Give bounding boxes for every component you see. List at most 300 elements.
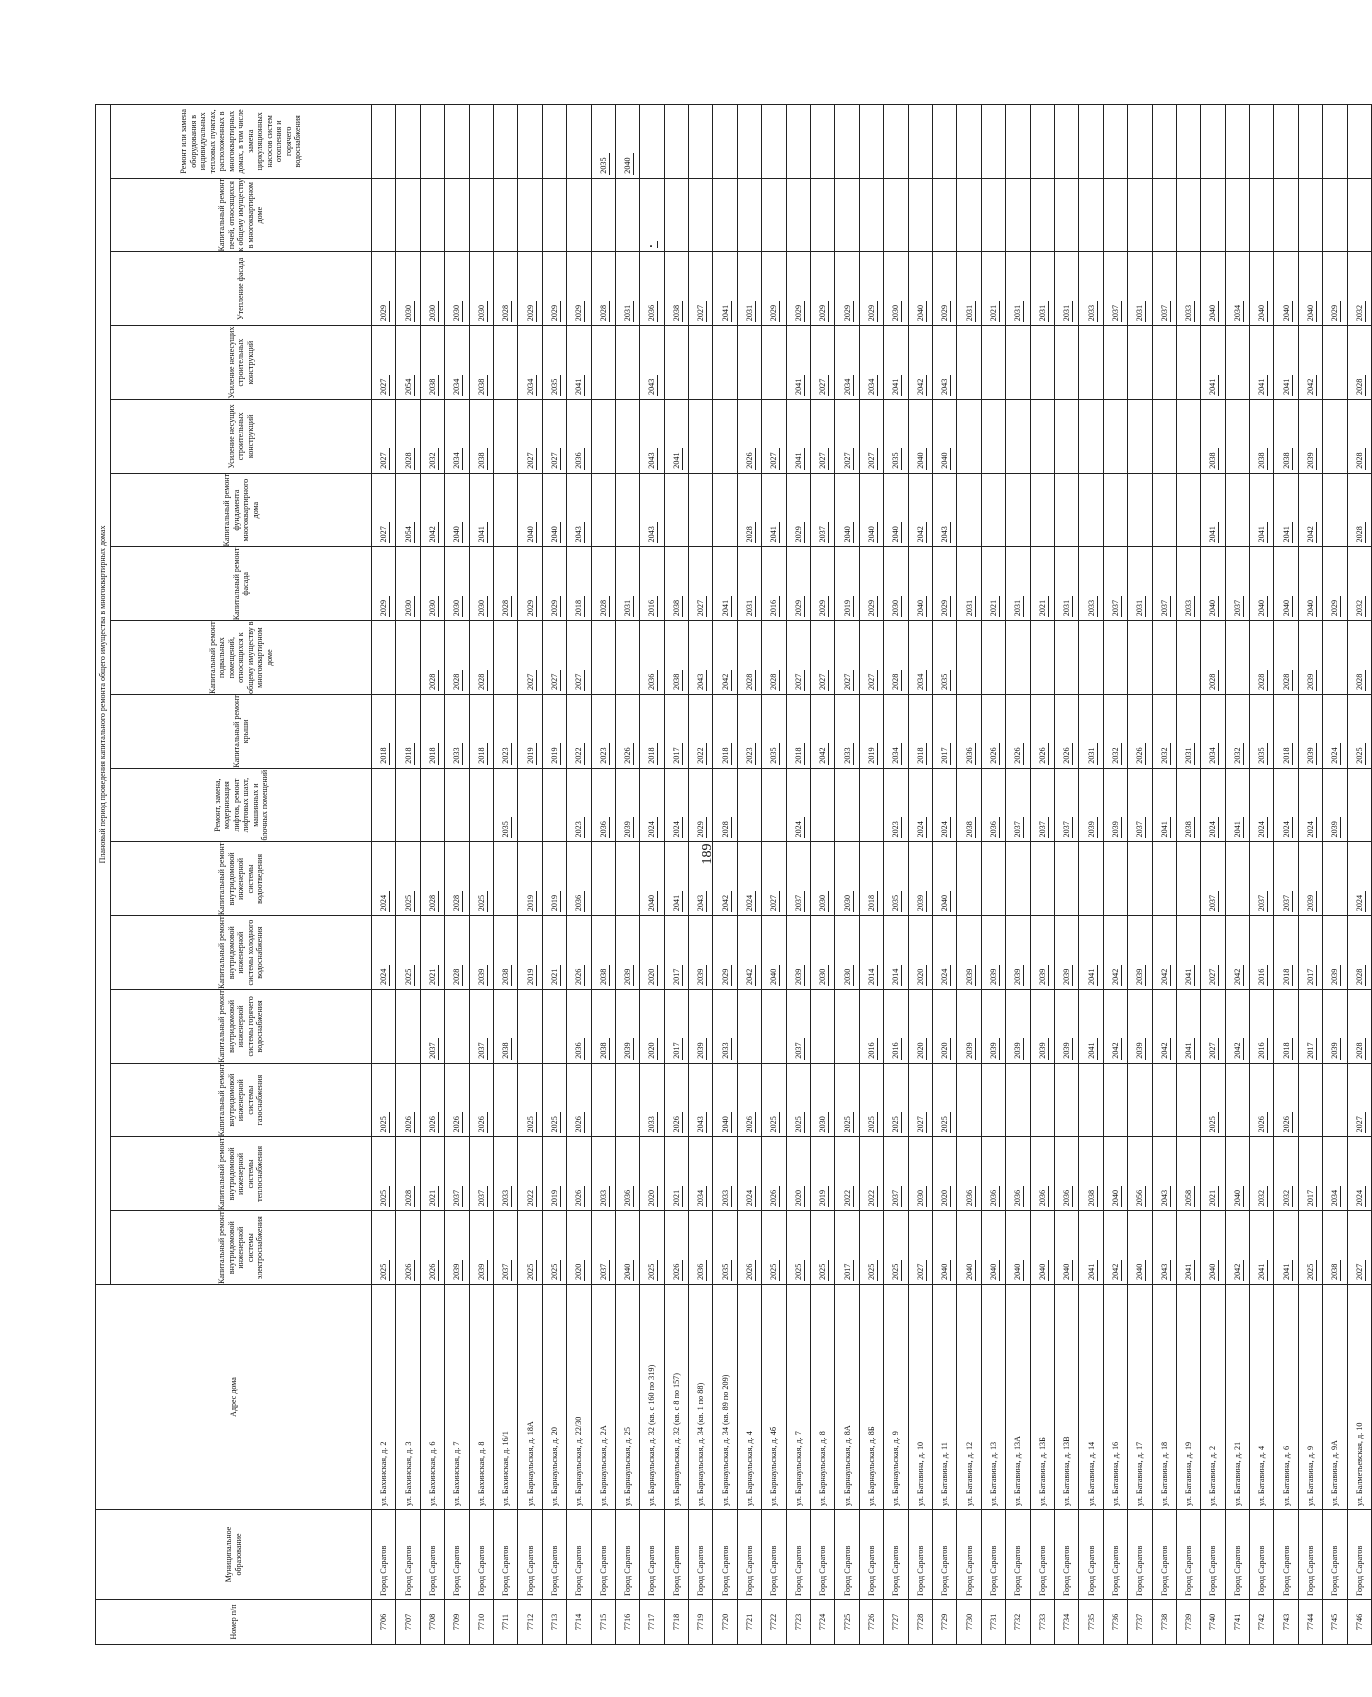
year-cell (542, 621, 566, 695)
year-value: 2036 (988, 1186, 1000, 1207)
table-row (786, 104, 810, 1644)
year-cell (1323, 621, 1347, 695)
row-address: ул. Батавина, д. 13 (981, 1285, 1005, 1510)
year-cell (786, 104, 810, 178)
row-address: ул. Барнаульская, д. 8 (811, 1285, 835, 1510)
year-value: 2025 (939, 1112, 951, 1133)
year-value: 2041 (793, 375, 805, 396)
year-cell (908, 547, 932, 621)
row-municipality: Город Саратов (908, 1510, 932, 1600)
year-value: 2034 (451, 375, 463, 396)
year-value: 2028 (500, 596, 512, 617)
year-cell (1176, 621, 1200, 695)
year-cell (640, 252, 664, 326)
year-value: 2033 (720, 1186, 732, 1207)
year-cell (1274, 326, 1298, 400)
year-cell (689, 842, 713, 916)
year-value: 2025 (646, 1260, 658, 1281)
year-cell (372, 104, 396, 178)
year-value: 2022 (525, 1186, 537, 1207)
row-municipality: Город Саратов (835, 1510, 859, 1600)
row-address: ул. Барнаульская, д. 20 (542, 1285, 566, 1510)
year-cell (1298, 326, 1322, 400)
year-cell (420, 252, 444, 326)
year-cell (640, 768, 664, 842)
year-cell (689, 104, 713, 178)
year-cell (396, 768, 420, 842)
year-cell (1347, 473, 1371, 547)
year-cell (542, 473, 566, 547)
row-number: 7719 (689, 1600, 713, 1645)
row-address: ул. Батавина, д. 6 (1274, 1285, 1298, 1510)
year-value: 2023 (573, 817, 585, 838)
year-cell (1323, 252, 1347, 326)
year-cell (567, 473, 591, 547)
row-municipality: Город Саратов (591, 1510, 615, 1600)
year-value: 2027 (378, 522, 390, 543)
year-cell (835, 990, 859, 1064)
year-cell (518, 842, 542, 916)
row-number: 7721 (737, 1600, 761, 1645)
year-value: 2040 (915, 448, 927, 469)
year-value: 2030 (817, 891, 829, 912)
year-cell (664, 695, 688, 769)
year-cell (567, 547, 591, 621)
year-cell (1152, 252, 1176, 326)
year-value: 2034 (866, 375, 878, 396)
year-value: 2028 (1354, 1038, 1366, 1059)
year-value: 2039 (1012, 1038, 1024, 1059)
year-value: 2038 (476, 375, 488, 396)
year-value: 2042 (1232, 1038, 1244, 1059)
year-value: 2026 (403, 1112, 415, 1133)
header-group-title: Плановый период проведения капитального ремонта общего имущества в многоквартирных домах (96, 104, 111, 1284)
year-cell (1201, 326, 1225, 400)
year-cell (518, 1063, 542, 1137)
year-cell (1006, 1063, 1030, 1137)
year-value: 2042 (1110, 1038, 1122, 1059)
year-value: 2036 (1037, 1186, 1049, 1207)
year-cell (859, 916, 883, 990)
year-value: 2017 (671, 743, 683, 764)
year-cell (1274, 547, 1298, 621)
year-value: 2027 (1207, 965, 1219, 986)
year-cell (1323, 1211, 1347, 1285)
year-value: 2018 (720, 743, 732, 764)
year-cell (1274, 695, 1298, 769)
year-value: 2017 (671, 1038, 683, 1059)
year-value: 2037 (451, 1186, 463, 1207)
year-cell (518, 621, 542, 695)
year-value: 2028 (451, 670, 463, 691)
year-cell (1201, 990, 1225, 1064)
year-cell (420, 842, 444, 916)
row-number: 7740 (1201, 1600, 1225, 1645)
year-value: 2058 (1183, 1186, 1195, 1207)
year-value: 2025 (476, 891, 488, 912)
year-cell (1128, 104, 1152, 178)
year-value: 2019 (866, 743, 878, 764)
year-value: 2027 (915, 1260, 927, 1281)
year-cell (884, 547, 908, 621)
year-cell (420, 695, 444, 769)
year-value: 2036 (695, 1260, 707, 1281)
year-value: 2026 (768, 1186, 780, 1207)
year-cell (1298, 695, 1322, 769)
year-cell (884, 104, 908, 178)
row-number: 7707 (396, 1600, 420, 1645)
year-value: 2030 (890, 596, 902, 617)
year-value: 2025 (549, 1260, 561, 1281)
year-cell (664, 1211, 688, 1285)
year-value: 2041 (1086, 1038, 1098, 1059)
year-value: 2029 (817, 301, 829, 322)
year-cell (1201, 104, 1225, 178)
row-number: 7710 (469, 1600, 493, 1645)
year-cell (542, 990, 566, 1064)
table-row (493, 104, 517, 1644)
year-value: 2039 (1305, 891, 1317, 912)
year-cell (884, 768, 908, 842)
year-value: 2018 (1281, 965, 1293, 986)
year-cell (932, 178, 956, 252)
year-value: 2043 (1159, 1186, 1171, 1207)
year-cell (1006, 104, 1030, 178)
year-value: 2039 (1086, 817, 1098, 838)
year-cell (835, 104, 859, 178)
row-municipality: Город Саратов (664, 1510, 688, 1600)
year-value: 2032 (1281, 1186, 1293, 1207)
year-cell (884, 621, 908, 695)
row-address: ул. Батавина, д. 16 (1103, 1285, 1127, 1510)
year-cell (591, 621, 615, 695)
year-cell (469, 768, 493, 842)
year-value: 2029 (939, 596, 951, 617)
year-cell (1006, 1211, 1030, 1285)
year-value: 2037 (500, 1260, 512, 1281)
year-value: 2027 (695, 596, 707, 617)
year-value: 2029 (793, 301, 805, 322)
year-value: 2041 (793, 448, 805, 469)
year-cell (1274, 473, 1298, 547)
year-value: 2029 (866, 301, 878, 322)
year-value: 2056 (1134, 1186, 1146, 1207)
year-cell (981, 252, 1005, 326)
year-cell (957, 400, 981, 474)
year-value: 2026 (573, 1112, 585, 1133)
year-cell (1176, 916, 1200, 990)
row-municipality: Город Саратов (884, 1510, 908, 1600)
year-cell (737, 916, 761, 990)
year-value: 2019 (525, 743, 537, 764)
year-cell (1225, 1063, 1249, 1137)
year-value: 2040 (915, 301, 927, 322)
year-cell (689, 400, 713, 474)
year-value: 2017 (939, 743, 951, 764)
year-cell (859, 1211, 883, 1285)
year-value: 2027 (549, 448, 561, 469)
year-cell (1250, 547, 1274, 621)
year-cell (1250, 621, 1274, 695)
year-cell (762, 916, 786, 990)
year-cell (1152, 621, 1176, 695)
year-cell (689, 621, 713, 695)
year-value: 2027 (378, 448, 390, 469)
table-body (372, 104, 1372, 1644)
year-value: 2019 (525, 965, 537, 986)
year-cell (908, 990, 932, 1064)
year-value: 2035 (549, 375, 561, 396)
row-address: ул. Батавина, д. 4 (1250, 1285, 1274, 1510)
year-cell (372, 400, 396, 474)
year-value: 2030 (842, 965, 854, 986)
year-cell (737, 326, 761, 400)
header-work-5: Капитальный ремонт внутридомовой инженерной системы холодного водоснабжения (111, 916, 372, 990)
row-municipality: Город Саратов (469, 1510, 493, 1600)
year-value: 2041 (1207, 375, 1219, 396)
year-value: 2041 (720, 596, 732, 617)
year-cell (1006, 695, 1030, 769)
year-cell (1030, 916, 1054, 990)
year-cell (640, 842, 664, 916)
year-value: 2038 (671, 301, 683, 322)
year-value: 2022 (866, 1186, 878, 1207)
year-cell (591, 768, 615, 842)
year-cell (664, 547, 688, 621)
year-value: 2016 (1256, 965, 1268, 986)
year-cell (713, 1211, 737, 1285)
year-value: 2031 (1012, 596, 1024, 617)
year-cell (567, 326, 591, 400)
year-value: 2033 (720, 1038, 732, 1059)
year-cell (1079, 768, 1103, 842)
year-cell (542, 916, 566, 990)
header-work-1: Капитальный ремонт внутридомовой инженерной системы электроснабжения (111, 1211, 372, 1285)
row-address: ул. Барнаульская, д. 7 (786, 1285, 810, 1510)
year-cell (859, 695, 883, 769)
year-cell (689, 547, 713, 621)
year-value: 2037 (793, 891, 805, 912)
row-number: 7744 (1298, 1600, 1322, 1645)
year-cell (859, 768, 883, 842)
year-value: 2041 (768, 522, 780, 543)
year-value: 2018 (476, 743, 488, 764)
year-cell (1323, 695, 1347, 769)
year-value: 2036 (1012, 1186, 1024, 1207)
year-value: 2029 (866, 596, 878, 617)
year-cell (1250, 400, 1274, 474)
year-cell (1103, 547, 1127, 621)
year-value: 2026 (988, 743, 1000, 764)
row-address: ул. Бахинская, д. 7 (445, 1285, 469, 1510)
year-cell (957, 621, 981, 695)
year-value: 2024 (1281, 817, 1293, 838)
year-cell (762, 400, 786, 474)
year-value: 2027 (1354, 1260, 1366, 1281)
year-value: 2039 (1012, 965, 1024, 986)
header-number: Номер п/п (96, 1600, 372, 1645)
year-value: 2034 (1232, 301, 1244, 322)
year-value: 2041 (1086, 1260, 1098, 1281)
row-address: ул. Батавина, д. 9А (1323, 1285, 1347, 1510)
year-cell (932, 473, 956, 547)
year-cell (469, 547, 493, 621)
year-cell (518, 768, 542, 842)
page-number: 189 (700, 843, 715, 865)
year-value: 2025 (793, 1260, 805, 1281)
year-cell (615, 695, 639, 769)
row-address: ул. Барнаульская, д. 25 (615, 1285, 639, 1510)
year-value: 2037 (1207, 891, 1219, 912)
year-cell (835, 1137, 859, 1211)
year-cell (1054, 473, 1078, 547)
year-value: 2028 (476, 670, 488, 691)
year-cell (1128, 842, 1152, 916)
year-cell (493, 621, 517, 695)
year-cell (396, 252, 420, 326)
year-value: 2031 (744, 301, 756, 322)
table-row (1103, 104, 1127, 1644)
year-value: 2028 (1281, 670, 1293, 691)
year-value: 2043 (573, 522, 585, 543)
year-cell (396, 621, 420, 695)
year-value: 2033 (1086, 596, 1098, 617)
year-value: 2039 (1110, 817, 1122, 838)
year-cell (1152, 547, 1176, 621)
year-value: 2038 (671, 596, 683, 617)
year-cell (1152, 990, 1176, 1064)
year-cell (859, 178, 883, 252)
year-cell (372, 768, 396, 842)
year-value: 2018 (573, 596, 585, 617)
row-municipality: Город Саратов (1225, 1510, 1249, 1600)
year-cell (713, 695, 737, 769)
table-row (372, 104, 396, 1644)
year-cell (1152, 1137, 1176, 1211)
year-cell (713, 768, 737, 842)
year-value: 2026 (573, 965, 585, 986)
year-value: 2021 (988, 301, 1000, 322)
year-cell (1250, 990, 1274, 1064)
row-number: 7713 (542, 1600, 566, 1645)
year-cell (932, 547, 956, 621)
year-value: 2041 (671, 448, 683, 469)
year-cell (396, 990, 420, 1064)
year-cell (908, 1211, 932, 1285)
year-cell (664, 178, 688, 252)
year-cell (908, 695, 932, 769)
year-cell (469, 621, 493, 695)
year-cell (981, 547, 1005, 621)
year-value: 2040 (622, 153, 634, 174)
year-cell (786, 1211, 810, 1285)
year-value: 2035 (890, 891, 902, 912)
year-value: 2029 (1329, 596, 1341, 617)
year-cell (1347, 990, 1371, 1064)
year-cell (640, 104, 664, 178)
year-cell (762, 695, 786, 769)
year-cell (1054, 252, 1078, 326)
year-value: 2039 (1037, 1038, 1049, 1059)
year-cell (884, 842, 908, 916)
year-cell (445, 252, 469, 326)
year-cell (640, 916, 664, 990)
year-value: 2021 (549, 965, 561, 986)
year-cell (1054, 178, 1078, 252)
year-cell (786, 473, 810, 547)
year-cell (542, 1063, 566, 1137)
year-cell (835, 252, 859, 326)
year-cell (420, 916, 444, 990)
year-cell (957, 916, 981, 990)
row-municipality: Город Саратов (737, 1510, 761, 1600)
table-header (96, 104, 372, 1644)
year-cell (615, 916, 639, 990)
year-cell (786, 326, 810, 400)
year-cell (713, 1137, 737, 1211)
row-municipality: Город Саратов (542, 1510, 566, 1600)
year-value: 2024 (915, 817, 927, 838)
year-cell (1274, 400, 1298, 474)
year-cell (1054, 695, 1078, 769)
row-address: ул. Барнаульская, д. 9 (884, 1285, 908, 1510)
year-value: 2024 (1354, 1186, 1366, 1207)
year-cell (640, 400, 664, 474)
year-cell (932, 990, 956, 1064)
year-cell (859, 1063, 883, 1137)
year-value: 2021 (671, 1186, 683, 1207)
row-number: 7718 (664, 1600, 688, 1645)
year-cell (1152, 1063, 1176, 1137)
year-cell (713, 916, 737, 990)
year-value: 2041 (1183, 1038, 1195, 1059)
year-value: 2018 (1281, 1038, 1293, 1059)
row-municipality: Город Саратов (372, 1510, 396, 1600)
year-cell (372, 1063, 396, 1137)
year-cell (811, 1211, 835, 1285)
row-address: ул. Бахинская, д. 3 (396, 1285, 420, 1510)
table-row (689, 104, 713, 1644)
year-cell (762, 1063, 786, 1137)
year-value: 2019 (817, 1186, 829, 1207)
year-cell (737, 178, 761, 252)
year-cell (640, 1063, 664, 1137)
year-cell (1152, 916, 1176, 990)
year-value: 2028 (598, 596, 610, 617)
year-cell (1323, 916, 1347, 990)
year-value: 2028 (1256, 670, 1268, 691)
row-municipality: Город Саратов (420, 1510, 444, 1600)
year-cell (493, 1063, 517, 1137)
year-cell (981, 473, 1005, 547)
year-cell (835, 621, 859, 695)
row-number: 7726 (859, 1600, 883, 1645)
row-municipality: Город Саратов (518, 1510, 542, 1600)
year-cell (396, 326, 420, 400)
year-value: 2033 (646, 1112, 658, 1133)
year-cell (908, 768, 932, 842)
year-cell (981, 695, 1005, 769)
year-cell (1323, 1137, 1347, 1211)
row-address: ул. Батавина, д. 13В (1054, 1285, 1078, 1510)
year-cell (615, 842, 639, 916)
year-value: 2038 (427, 375, 439, 396)
year-value: 2029 (793, 596, 805, 617)
row-number: 7724 (811, 1600, 835, 1645)
year-cell (786, 1137, 810, 1211)
year-cell (1030, 178, 1054, 252)
year-value: 2040 (842, 522, 854, 543)
